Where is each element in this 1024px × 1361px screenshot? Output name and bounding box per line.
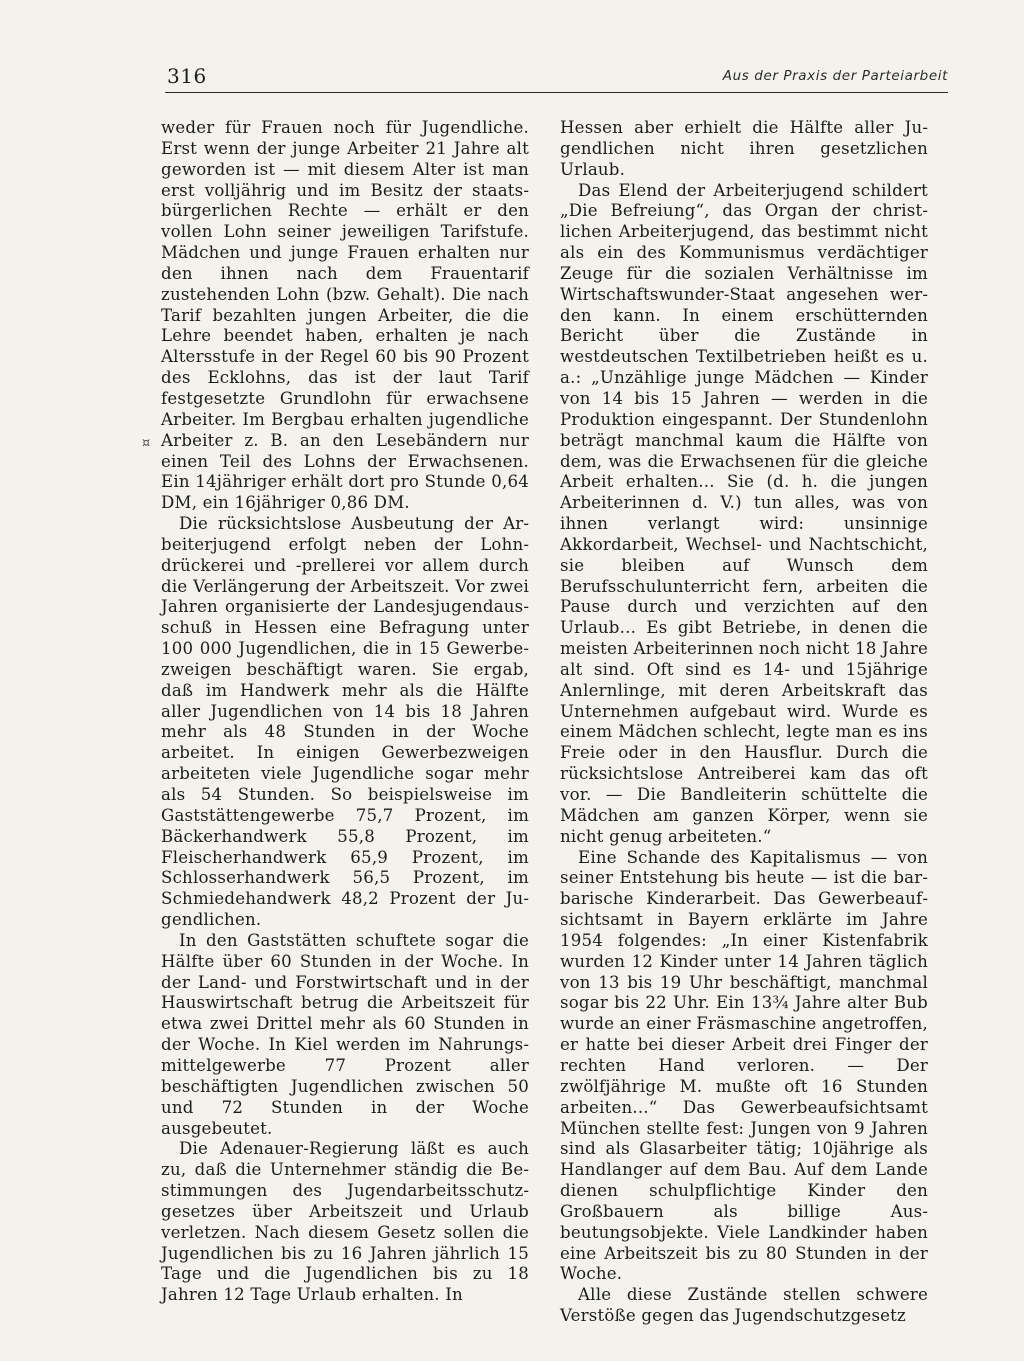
paragraph: Hessen aber erhielt die Hälfte aller Jugendlichen nicht ihren gesetzlichen Urlaub.	[560, 118, 928, 179]
right-column	[560, 118, 928, 1327]
paragraph: weder für Frauen noch für Jugendliche. Erst wenn der junge Arbeiter 21 Jahre alt geworden ist — mit diesem Alter ist man erst volljährig und im Besitz der staatsbürgerlichen Rechte — erhält er den vollen Lohn seiner jeweiligen Tarifstufe. Mädchen und junge Frauen erhalten nur den ihnen nach dem Frauentarif zustehenden Lohn (bzw. Gehalt). Die nach Tarif bezahlten jungen Arbeiter, die die Lehre beendet haben, erhalten je nach Altersstufe in der Regel 60 bis 90 Prozent des Ecklohns, das ist der laut Tarif festgesetzte Grundlohn für erwachsene Arbeiter. Im Bergbau erhalten jugendliche Arbeiter z. B. an den Lesebändern nur einen Teil des Lohns der Erwachsenen. Ein 14jähriger erhält dort pro Stunde 0,64 DM, ein 16jähriger 0,86 DM.	[161, 118, 529, 513]
page-number: 316	[167, 64, 207, 88]
paragraph: In den Gaststätten schuftete sogar die Hälfte über 60 Stunden in der Woche. In der Land- und Forstwirtschaft und in der Hauswirtschaft betrug die Arbeitszeit für etwa zwei Drittel mehr als 60 Stunden in der Woche. In Kiel werden im Nahrungsmittelgewerbe 77 Prozent aller beschäftigten Jugendlichen zwischen 50 und 72 Stunden in der Woche ausgebeutet.	[161, 930, 529, 1138]
margin-mark: ¤	[142, 436, 151, 451]
left-column	[161, 118, 529, 1306]
paragraph: Eine Schande des Kapitalismus — von seiner Entstehung bis heute — ist die barbarische Kinderarbeit. Das Gewerbeaufsichtsamt in Bayern erklärte im Jahre 1954 folgendes: „In einer Kistenfabrik wurden 12 Kinder unter 14 Jahren täglich von 13 bis 19 Uhr beschäftigt, manchmal sogar bis 22 Uhr. Ein 13¾ Jahre alter Bub wurde an einer Fräsmaschine angetroffen, er hatte bei dieser Arbeit drei Finger der rechten Hand verloren. — Der zwölfjährige M. mußte oft 16 Stunden arbeiten...“ Das Gewerbeaufsichtsamt München stellte fest: Jungen von 9 Jahren sind als Glasarbeiter tätig; 10jährige als Handlanger auf dem Bau. Auf dem Lande dienen schulpflichtige Kinder den Großbauern als billige Ausbeutungsobjekte. Viele Landkinder haben eine Arbeitszeit bis zu 80 Stunden in der Woche.	[560, 847, 928, 1284]
running-head: Aus der Praxis der Parteiarbeit	[722, 68, 948, 84]
page-header	[165, 62, 948, 93]
paragraph: Die Adenauer-Regierung läßt es auch zu, daß die Unternehmer ständig die Bestimmungen des Jugendarbeitsschutzgesetzes über Arbeitszeit und Urlaub verletzen. Nach diesem Gesetz sollen die Jugendlichen bis zu 16 Jahren jährlich 15 Tage und die Jugendlichen bis zu 18 Jahren 12 Tage Urlaub erhalten. In	[161, 1139, 529, 1305]
paragraph: Die rücksichtslose Ausbeutung der Arbeiterjugend erfolgt neben der Lohndrückerei und -prellerei vor allem durch die Verlängerung der Arbeitszeit. Vor zwei Jahren organisierte der Landesjugendausschuß in Hessen eine Befragung unter 100 000 Jugendlichen, die in 15 Gewerbezweigen beschäftigt waren. Sie ergab, daß im Handwerk mehr als die Hälfte aller Jugendlichen von 14 bis 18 Jahren mehr als 48 Stunden in der Woche arbeitet. In einigen Gewerbezweigen arbeiteten viele Jugendliche sogar mehr als 54 Stunden. So beispielsweise im Gaststättengewerbe 75,7 Prozent, im Bäckerhandwerk 55,8 Prozent, im Fleischerhandwerk 65,9 Prozent, im Schlosserhandwerk 56,5 Prozent, im Schmiedehandwerk 48,2 Prozent der Jugendlichen.	[161, 514, 529, 930]
paragraph: Alle diese Zustände stellen schwere Verstöße gegen das Jugendschutzgesetz	[560, 1285, 928, 1326]
paragraph: Das Elend der Arbeiterjugend schildert „Die Befreiung“, das Organ der christlichen Arbeiterjugend, das bestimmt nicht als ein des Kommunismus verdächtiger Zeuge für die sozialen Verhältnisse im Wirtschaftswunder-Staat angesehen werden kann. In einem erschütternden Bericht über die Zustände in westdeutschen Textilbetrieben heißt es u. a.: „Unzählige junge Mädchen — Kinder von 14 bis 15 Jahren — werden in die Produktion eingespannt. Der Stundenlohn beträgt manchmal kaum die Hälfte von dem, was die Erwachsenen für die gleiche Arbeit erhalten... Sie (d. h. die jungen Arbeiterinnen d. V.) tun alles, was von ihnen verlangt wird: unsinnige Akkordarbeit, Wechsel- und Nachtschicht, sie bleiben auf Wunsch dem Berufsschulunterricht fern, arbeiten die Pause durch und verzichten auf den Urlaub... Es gibt Betriebe, in denen die meisten Arbeiterinnen noch nicht 18 Jahre alt sind. Oft sind es 14- und 15jährige Anlernlinge, mit deren Arbeitskraft das Unternehmen aufgebaut wird. Wurde es einem Mädchen schlecht, legte man es ins Freie oder in den Hausflur. Durch die rücksichtslose Antreiberei kam das oft vor. — Die Bandleiterin schüttelte die Mädchen am ganzen Körper, wenn sie nicht genug arbeiteten.“	[560, 180, 928, 846]
